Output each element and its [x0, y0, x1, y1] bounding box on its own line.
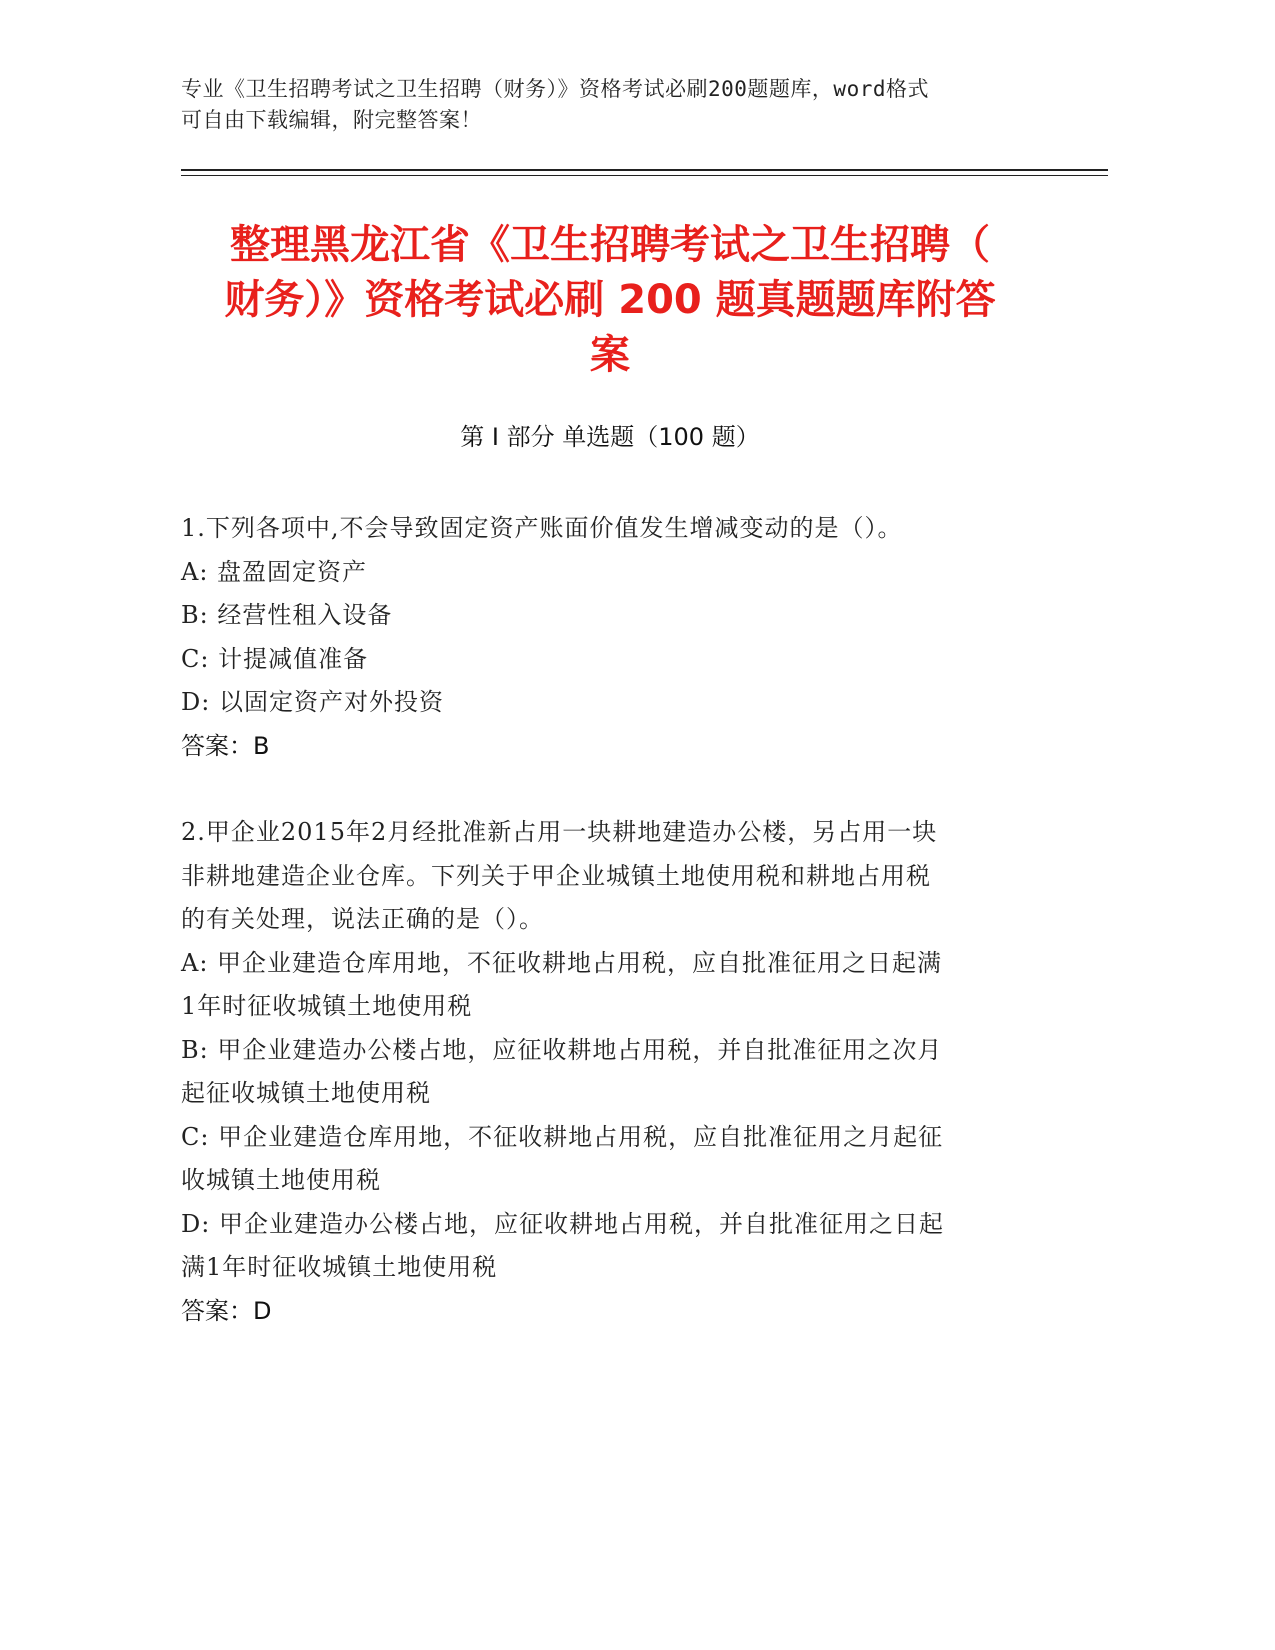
answer-text: 答案：B — [181, 731, 270, 760]
option-d-line-1: D: 甲企业建造办公楼占地，应征收耕地占用税，并自批准征用之日起 — [181, 1209, 944, 1238]
header-note-line-2: 可自由下载编辑，附完整答案！ — [181, 108, 482, 132]
option-a-line-1: A: 甲企业建造仓库用地，不征收耕地占用税，应自批准征用之日起满 — [181, 948, 943, 977]
option-a-line-2: 1年时征收城镇土地使用税 — [181, 992, 473, 1020]
option-d-line-2: 满1年时征收城镇土地使用税 — [181, 1253, 498, 1281]
option-d: D: 以固定资产对外投资 — [181, 688, 444, 716]
option-c-line-2: 收城镇土地使用税 — [181, 1166, 381, 1194]
option-b: B: 经营性租入设备 — [181, 601, 393, 629]
question-1 — [181, 507, 1031, 768]
question-stem-line: 的有关处理，说法正确的是（）。 — [181, 905, 544, 933]
document-title — [180, 218, 1040, 383]
header-rule-thin — [181, 175, 1108, 176]
question-stem-line: 2.甲企业2015年2月经批准新占用一块耕地建造办公楼，另占用一块 — [181, 818, 938, 846]
answer-text: 答案：D — [181, 1296, 272, 1325]
option-c-line-1: C: 甲企业建造仓库用地，不征收耕地占用税，应自批准征用之月起征 — [181, 1122, 944, 1151]
document-title-line-3: 案 — [590, 332, 630, 378]
option-b-line-2: 起征收城镇土地使用税 — [181, 1079, 431, 1107]
header-note — [181, 74, 1041, 136]
option-b-line-1: B: 甲企业建造办公楼占地，应征收耕地占用税，并自批准征用之次月 — [181, 1035, 943, 1064]
question-stem-line: 1.下列各项中,不会导致固定资产账面价值发生增减变动的是（）。 — [181, 514, 903, 542]
section-title: 第 I 部分 单选题（100 题） — [460, 423, 760, 451]
header-note-line-1: 专业《卫生招聘考试之卫生招聘（财务）》资格考试必刷200题题库，word格式 — [181, 77, 929, 101]
option-a: A: 盘盈固定资产 — [181, 557, 368, 586]
header-rule-thick — [181, 169, 1108, 171]
question-2 — [181, 811, 1031, 1333]
document-title-line-2: 财务）》资格考试必刷 200 题真题题库附答 — [224, 277, 996, 323]
question-stem-line: 非耕地建造企业仓库。下列关于甲企业城镇土地使用税和耕地占用税 — [181, 861, 931, 890]
option-c: C: 计提减值准备 — [181, 644, 369, 673]
document-title-line-1: 整理黑龙江省《卫生招聘考试之卫生招聘（ — [230, 222, 990, 268]
